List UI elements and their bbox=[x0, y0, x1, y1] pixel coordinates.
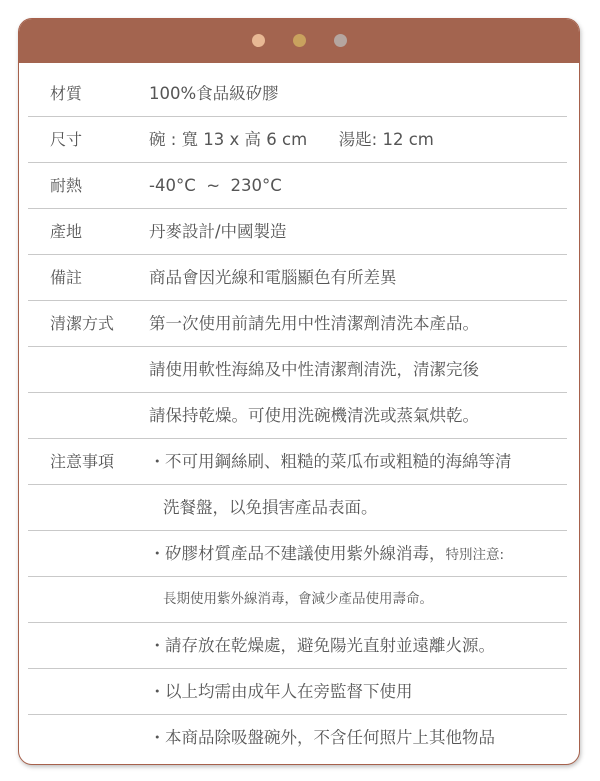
bullet: ・ bbox=[149, 728, 166, 747]
header-dot-1 bbox=[252, 34, 265, 47]
row-value bbox=[149, 669, 413, 714]
row-value: -40°C ~ 230°C bbox=[149, 176, 282, 195]
row-label: 注意事項 bbox=[50, 452, 115, 471]
header-dot-2 bbox=[293, 34, 306, 47]
table-row-size bbox=[28, 117, 567, 163]
row-value: 請使用軟性海綿及中性清潔劑清洗，清潔完後 bbox=[149, 360, 479, 379]
row-value: 洗餐盤，以免損害產品表面。 bbox=[163, 498, 378, 517]
table-row-notes-3 bbox=[28, 531, 567, 577]
row-value: 長期使用紫外線消毒，會減少產品使用壽命。 bbox=[163, 591, 433, 607]
row-value bbox=[149, 623, 495, 668]
row-value: 請保持乾燥。可使用洗碗機清洗或蒸氣烘乾。 bbox=[149, 406, 479, 425]
row-label: 清潔方式 bbox=[50, 314, 115, 333]
table-row-origin bbox=[28, 209, 567, 255]
table-row-heat bbox=[28, 163, 567, 209]
row-value bbox=[149, 531, 504, 578]
row-label: 產地 bbox=[50, 222, 83, 241]
row-label: 耐熱 bbox=[50, 176, 83, 195]
note-text: 以上均需由成年人在旁監督下使用 bbox=[165, 682, 413, 701]
table-row-cleaning bbox=[28, 301, 567, 347]
note-text: 請存放在乾燥處，避免陽光直射並遠離火源。 bbox=[165, 636, 495, 655]
table-row-notes bbox=[28, 439, 567, 485]
table-row-notes-7 bbox=[28, 715, 567, 760]
table-row-notes-4 bbox=[28, 577, 567, 623]
row-value: 商品會因光線和電腦顯色有所差異 bbox=[149, 268, 397, 287]
spec-card bbox=[18, 18, 580, 765]
row-label: 備註 bbox=[50, 268, 83, 287]
table-row-material bbox=[28, 71, 567, 117]
card-header bbox=[19, 19, 579, 63]
table-row-cleaning-3 bbox=[28, 393, 567, 439]
row-value bbox=[149, 439, 512, 484]
note-text: 不可用鋼絲刷、粗糙的菜瓜布或粗糙的海綿等清 bbox=[165, 452, 512, 471]
bullet: ・ bbox=[149, 544, 166, 563]
row-label: 尺寸 bbox=[50, 130, 83, 149]
row-value: 100%食品級矽膠 bbox=[149, 84, 279, 103]
bullet: ・ bbox=[149, 636, 166, 655]
row-label: 材質 bbox=[50, 84, 83, 103]
note-text: 矽膠材質產品不建議使用紫外線消毒， bbox=[165, 544, 446, 563]
table-row-notes-6 bbox=[28, 669, 567, 715]
row-value bbox=[149, 715, 495, 760]
table-row-remark bbox=[28, 255, 567, 301]
table-row-cleaning-2 bbox=[28, 347, 567, 393]
spec-table bbox=[19, 71, 579, 760]
note-text: 本商品除吸盤碗外，不含任何照片上其他物品 bbox=[165, 728, 495, 747]
bullet: ・ bbox=[149, 452, 166, 471]
bullet: ・ bbox=[149, 682, 166, 701]
row-value: 碗 : 寬 13 x 高 6 cm 湯匙: 12 cm bbox=[149, 130, 434, 149]
note-text-small: 特別注意: bbox=[445, 547, 505, 563]
header-dot-3 bbox=[334, 34, 347, 47]
table-row-notes-2 bbox=[28, 485, 567, 531]
table-row-notes-5 bbox=[28, 623, 567, 669]
row-value: 丹麥設計/中國製造 bbox=[149, 222, 287, 241]
row-value: 第一次使用前請先用中性清潔劑清洗本產品。 bbox=[149, 314, 479, 333]
